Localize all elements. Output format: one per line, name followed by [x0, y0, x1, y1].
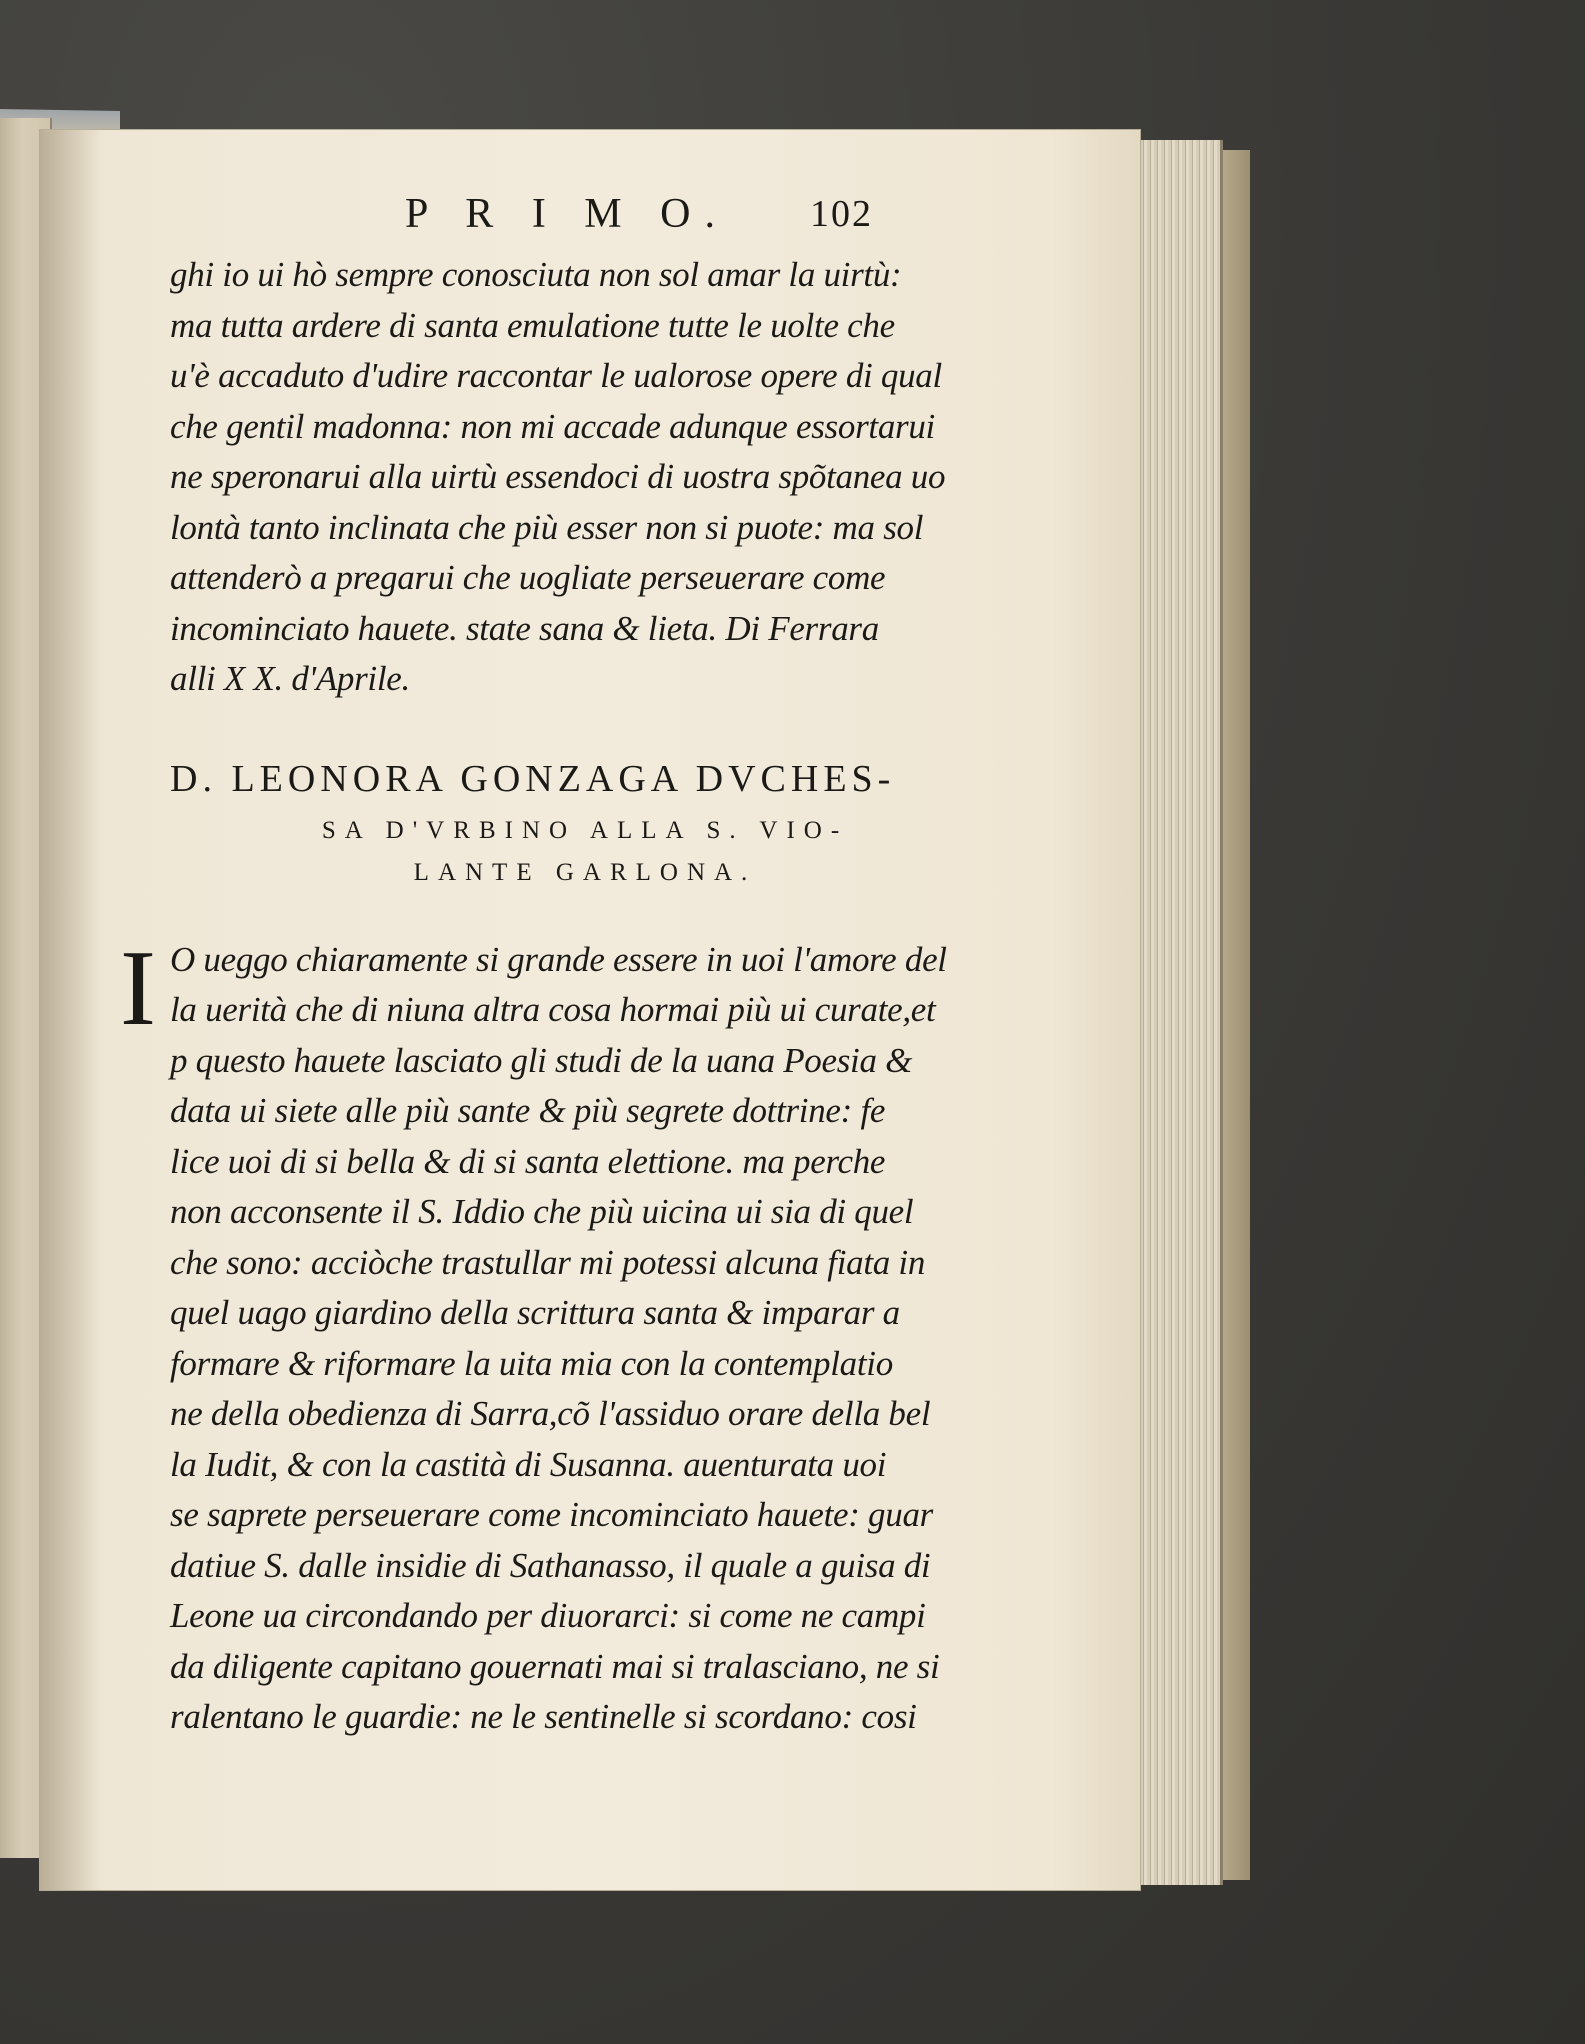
heading-line-1: D. LEONORA GONZAGA DVCHES- [170, 757, 896, 800]
heading-line-2: SA D'VRBINO ALLA S. VIO- [321, 816, 849, 844]
heading-line-3: LANTE GARLONA. [413, 858, 757, 886]
running-title: P R I M O. [405, 191, 729, 237]
letter-body [120, 928, 1000, 1743]
text-line: ma tutta ardere di santa emulatione tutte le uolte che [170, 305, 895, 345]
text-line: alli X X. d'Aprile. [170, 659, 410, 698]
letter-conclusion [170, 250, 1000, 705]
book-binding-edge [1220, 150, 1250, 1880]
text-line: che sono: acciòche trastullar mi potessi alcuna fiata in [170, 1242, 926, 1282]
text-line: ralentano le guardie: ne le sentinelle si scordano: cosi [170, 1697, 917, 1736]
text-line: ghi io ui hò sempre conosciuta non sol amar la uirtù: [170, 255, 902, 294]
text-line: lontà tanto inclinata che più esser non si puote: ma sol [170, 507, 924, 547]
drop-capital: I [120, 928, 156, 1048]
text-line: formare & riformare la uita mia con la contemplatio [170, 1343, 893, 1383]
gutter-shadow [40, 130, 100, 1890]
text-line: la Iudit, & con la castità di Susanna. auenturata uoi [170, 1444, 887, 1484]
page-number: 102 [810, 193, 873, 235]
text-block [120, 190, 1000, 1743]
text-line: Leone ua circondando per diuorarci: si come ne campi [170, 1596, 926, 1635]
text-line: da diligente capitano gouernati mai si tralasciano, ne si [170, 1646, 940, 1686]
text-line: O ueggo chiaramente si grande essere in uoi l'amore del [170, 939, 947, 979]
text-line: quel uago giardino della scrittura santa & imparar a [170, 1293, 900, 1332]
text-line: non acconsente il S. Iddio che più uicina ui sia di quel [170, 1192, 914, 1231]
text-line: datiue S. dalle insidie di Sathanasso, il quale a guisa di [170, 1545, 931, 1585]
page-edges [1140, 140, 1223, 1885]
text-line: u'è accaduto d'udire raccontar le ualorose opere di qual [170, 356, 942, 395]
text-line: se saprete perseuerare come incominciato hauete: guar [170, 1495, 933, 1534]
text-line: data ui siete alle più sante & più segrete dottrine: fe [170, 1091, 886, 1130]
text-line: ne della obedienza di Sarra,cõ l'assiduo orare della bel [170, 1394, 931, 1433]
text-line: p questo hauete lasciato gli studi de la uana Poesia & [170, 1040, 913, 1080]
text-line: incominciato hauete. state sana & lieta. Di Ferrara [170, 608, 879, 648]
text-line: la uerità che di niuna altra cosa hormai più ui curate,et [170, 990, 936, 1029]
text-line: lice uoi di si bella & di si santa elettione. ma perche [170, 1141, 886, 1181]
text-line: che gentil madonna: non mi accade adunque essortarui [170, 406, 935, 446]
letter-heading [170, 757, 1000, 887]
text-line: attenderò a pregarui che uogliate perseuerare come [170, 558, 886, 597]
text-line: ne speronarui alla uirtù essendoci di uostra spõtanea uo [170, 457, 946, 496]
running-head [170, 190, 1000, 250]
